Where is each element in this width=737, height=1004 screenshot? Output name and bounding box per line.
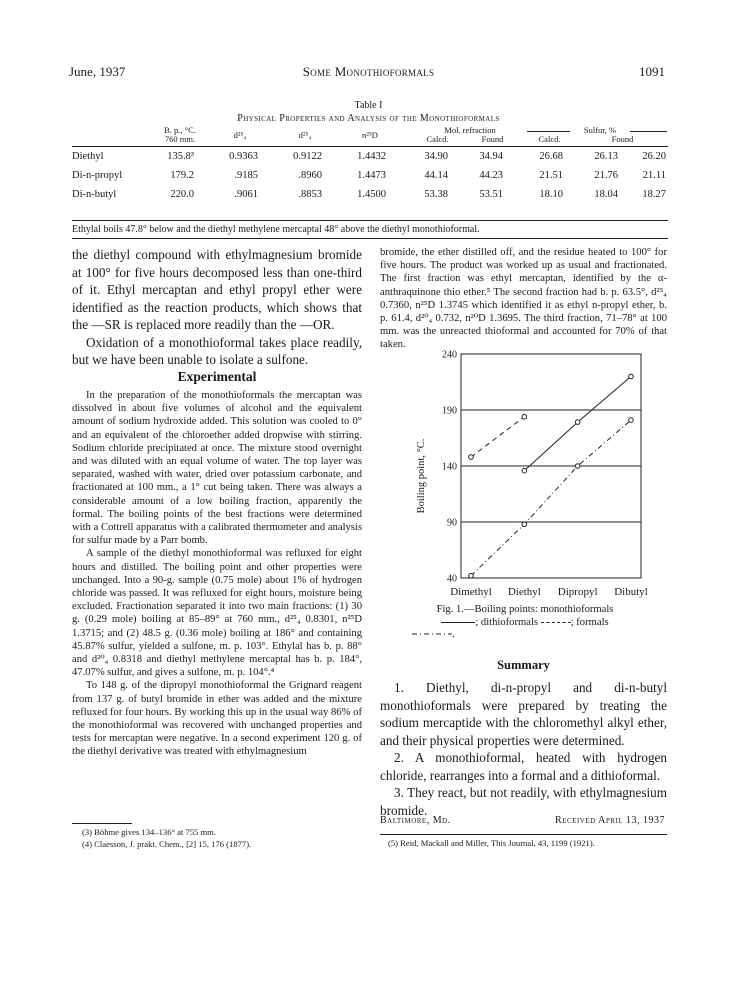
left-intro-paragraph: the diethyl compound with ethylmagnesium bromide at 100° for five hours decomposed less than one-third of it. Ethyl mercaptan and ethyl propyl ether were identified as the reaction products, which shows that the —SR is replaced more readily than the —OR. Oxidation of a monothioformal takes place readily, but we have been unable to isolate a sulfone. bbox=[72, 247, 362, 367]
summary-heading: Summary bbox=[497, 658, 550, 672]
right-footnote: (5) Reid, Mackall and Miller, This Journal, 43, 1199 (1921). bbox=[388, 838, 595, 848]
chart-point-formals bbox=[522, 522, 527, 527]
table-cell-s-found1: 18.04 bbox=[594, 189, 618, 200]
table-title: Physical Properties and Analysis of the Monothioformals bbox=[237, 113, 500, 124]
col-header-bp: B. p., °C. 760 mm. bbox=[164, 125, 196, 144]
col-header-s-calcd: Calcd. bbox=[538, 134, 561, 144]
chart-category-label: Dimethyl bbox=[450, 586, 492, 598]
col-header-d25: d²⁵₄ bbox=[298, 130, 312, 140]
right-top-paragraph: bromide, the ether distilled off, and the residue heated to 100° for five hours. The product was worked up as usual and fractionated. The first fraction was ethyl mercaptan, identified by the α-anthraquinone thio ether.⁵ The second fraction had b. p. 63.5°, d²⁵₄ 0.7360, n²⁵D 1.3745 which identified it as ethyl n-propyl ether, b. p. 61.4, d²⁰₄ 0.732, n²⁰D 1.3695. The third fraction, 71–78° at 100 mm. was the unreacted thioformal and accounted for 70% of that taken. bbox=[380, 247, 667, 351]
table-footnote: Ethylal boils 47.8° below and the diethyl methylene mercaptal 48° above the diethyl monothioformal. bbox=[72, 224, 480, 235]
chart-point-dithioformals bbox=[522, 414, 527, 419]
table-cell-n: 1.4473 bbox=[357, 170, 386, 181]
chart-point-formals bbox=[629, 418, 634, 423]
table-bottom-rule bbox=[72, 220, 668, 221]
chart-point-formals bbox=[575, 464, 580, 469]
chart-category-label: Diethyl bbox=[507, 586, 541, 598]
table-cell-mr-found: 34.94 bbox=[479, 151, 503, 162]
col-header-d4: d²⁵₄ bbox=[233, 130, 247, 140]
chart-category-label: Dibutyl bbox=[614, 586, 648, 598]
chart-y-tick-label: 40 bbox=[447, 573, 457, 585]
table-cell-mr-calcd: 44.14 bbox=[424, 170, 448, 181]
table-end-rule bbox=[72, 238, 668, 239]
running-title: Some Monothioformals bbox=[302, 64, 435, 79]
table-cell-bp: 179.2 bbox=[170, 170, 194, 181]
table-cell-bp: 220.0 bbox=[170, 189, 194, 200]
table-cell-s-found2: 18.27 bbox=[642, 189, 666, 200]
chart-series-dithioformals bbox=[471, 417, 524, 457]
table-label: Table I bbox=[354, 100, 383, 111]
chart-point-dithioformals bbox=[469, 455, 474, 460]
table-cell-s-found2: 26.20 bbox=[642, 151, 666, 162]
col-header-mr-found: Found bbox=[481, 134, 504, 144]
table-cell-s-calcd: 21.51 bbox=[539, 170, 563, 181]
chart-y-tick-label: 140 bbox=[442, 461, 457, 473]
table-cell-d4: .9061 bbox=[234, 189, 258, 200]
table-top-rule bbox=[72, 146, 668, 147]
page-number: 1091 bbox=[639, 64, 665, 79]
col-header-molref: Mol. refraction bbox=[444, 125, 496, 135]
chart-points bbox=[469, 374, 634, 578]
table-cell-d25: 0.9122 bbox=[293, 151, 322, 162]
chart-y-tick-label: 190 bbox=[442, 405, 457, 417]
table-cell-bp: 135.8³ bbox=[167, 151, 194, 162]
figure-caption: Fig. 1.—Boiling points: monothioformals ; dithioformals ; formals . bbox=[410, 604, 640, 642]
col-header-sulfur: Sulfur, % bbox=[570, 126, 630, 135]
chart-point-monothioformals bbox=[522, 468, 527, 473]
table-cell-mr-calcd: 34.90 bbox=[424, 151, 448, 162]
chart-point-monothioformals bbox=[575, 420, 580, 425]
chart-y-ticks bbox=[442, 350, 457, 585]
table-cell-name: Diethyl bbox=[72, 151, 104, 162]
table-cell-s-calcd: 18.10 bbox=[539, 189, 563, 200]
legend-solid-swatch bbox=[441, 622, 475, 623]
footnote-rule-right bbox=[380, 834, 667, 835]
footnote-rule-left bbox=[72, 823, 132, 824]
table-cell-d4: 0.9363 bbox=[229, 151, 258, 162]
chart-y-axis-label: Boiling point, °C. bbox=[416, 438, 427, 514]
table-cell-name: Di-n-butyl bbox=[72, 189, 117, 200]
table-cell-s-found1: 21.76 bbox=[594, 170, 618, 181]
table-cell-mr-found: 44.23 bbox=[479, 170, 503, 181]
header-date: June, 1937 bbox=[69, 64, 126, 79]
table-cell-mr-found: 53.51 bbox=[479, 189, 503, 200]
table-cell-s-calcd: 26.68 bbox=[539, 151, 563, 162]
legend-dashed-swatch bbox=[541, 622, 571, 623]
table-cell-d25: .8960 bbox=[298, 170, 322, 181]
table-cell-mr-calcd: 53.38 bbox=[424, 189, 448, 200]
place-signature: Baltimore, Md. bbox=[380, 815, 451, 826]
col-header-n: n²⁵D bbox=[362, 130, 378, 140]
chart-series-formals bbox=[471, 420, 631, 576]
left-footnotes: (3) Böhme gives 134–136° at 755 mm. (4) Claesson, J. prakt. Chem., [2] 15, 176 (1877). bbox=[82, 827, 252, 849]
chart-gridlines bbox=[461, 354, 641, 578]
col-header-s-found: Found bbox=[611, 134, 634, 144]
chart-y-tick-label: 90 bbox=[447, 517, 457, 529]
experimental-text: In the preparation of the monothioformals the mercaptan was dissolved in about five volumes of alcohol and the equivalent amount of sodium hydroxide added. This solution was cooled to 0° and an equivalent of the chloroether added dropwise with stirring. Sodium chloride precipitated at once. The mixture stood overnight and was diluted with an equal volume of water. The top layer was separated, washed with water, dried over potassium carbonate, and fractionated at 100 mm., a 1° cut being taken. There was always a considerable amount of a low boiling fraction, apparently the formal. The boiling points of the best fractions were determined with a Cottrell apparatus with a calibrated thermometer and analysis for sulfur made by a Parr bomb. A sample of the diethyl monothioformal was refluxed for eight hours and distilled. The boiling point and other properties were unchanged. Into a 90-g. sample (0.75 mole) about 1% of hydrogen chloride was passed. It was refluxed for eight hours, moisture being excluded. Fractionation separated it into two main fractions: (1) 30 g. (0.29 mole) boiling at 85–89° at 760 mm., d²⁵₄ 0.8301, n²⁵D 1.3715; and (2) 48.5 g. (0.36 mole) boiling at 186° and containing 45.87% sulfur, yielded a sulfone, m. p. 103°. Ethylal has b. p. 88° and d²⁰₄ 0.8318 and diethyl methylene mercaptal has b. p. 184°, 47.07% sulfur, and gives a sulfone, m. p. 104°.⁴ To 148 g. of the dipropyl monothioformal the Grignard reagent from 137 g. of butyl bromide in ether was added and the mixture refluxed for four hours. By working this up in the usual way 86% of the monothioformal was recovered with unchanged properties and tests for mercaptan were negative. In a second experiment 120 g. of the diethyl derivative was treated with ethylmagnesium bbox=[72, 390, 362, 758]
chart-point-monothioformals bbox=[629, 374, 634, 379]
table-cell-n: 1.4432 bbox=[357, 151, 386, 162]
table-cell-name: Di-n-propyl bbox=[72, 170, 123, 181]
boiling-point-chart bbox=[406, 346, 651, 588]
chart-series-lines bbox=[471, 376, 631, 575]
summary-text: 1. Diethyl, di-n-propyl and di-n-butyl monothioformals were prepared by treating the sodium mercaptide with the chloromethyl alkyl ether, and their physical properties were determined. 2. A monothioformal, heated with hydrogen chloride, rearranges into a formal and a dithioformal. 3. They react, but not readily, with ethylmagnesium bromide. bbox=[380, 680, 667, 818]
chart-point-formals bbox=[469, 573, 474, 578]
table-cell-n: 1.4500 bbox=[357, 189, 386, 200]
received-date: Received April 13, 1937 bbox=[555, 815, 665, 826]
table-cell-d25: .8853 bbox=[298, 189, 322, 200]
table-cell-d4: .9185 bbox=[234, 170, 258, 181]
table-cell-s-found1: 26.13 bbox=[594, 151, 618, 162]
table-cell-s-found2: 21.11 bbox=[642, 170, 666, 181]
chart-category-label: Dipropyl bbox=[557, 586, 598, 598]
experimental-heading: Experimental bbox=[177, 369, 257, 384]
col-header-mr-calcd: Calcd. bbox=[426, 134, 449, 144]
legend-dashdot-swatch bbox=[412, 631, 452, 637]
chart-y-tick-label: 240 bbox=[442, 349, 457, 361]
